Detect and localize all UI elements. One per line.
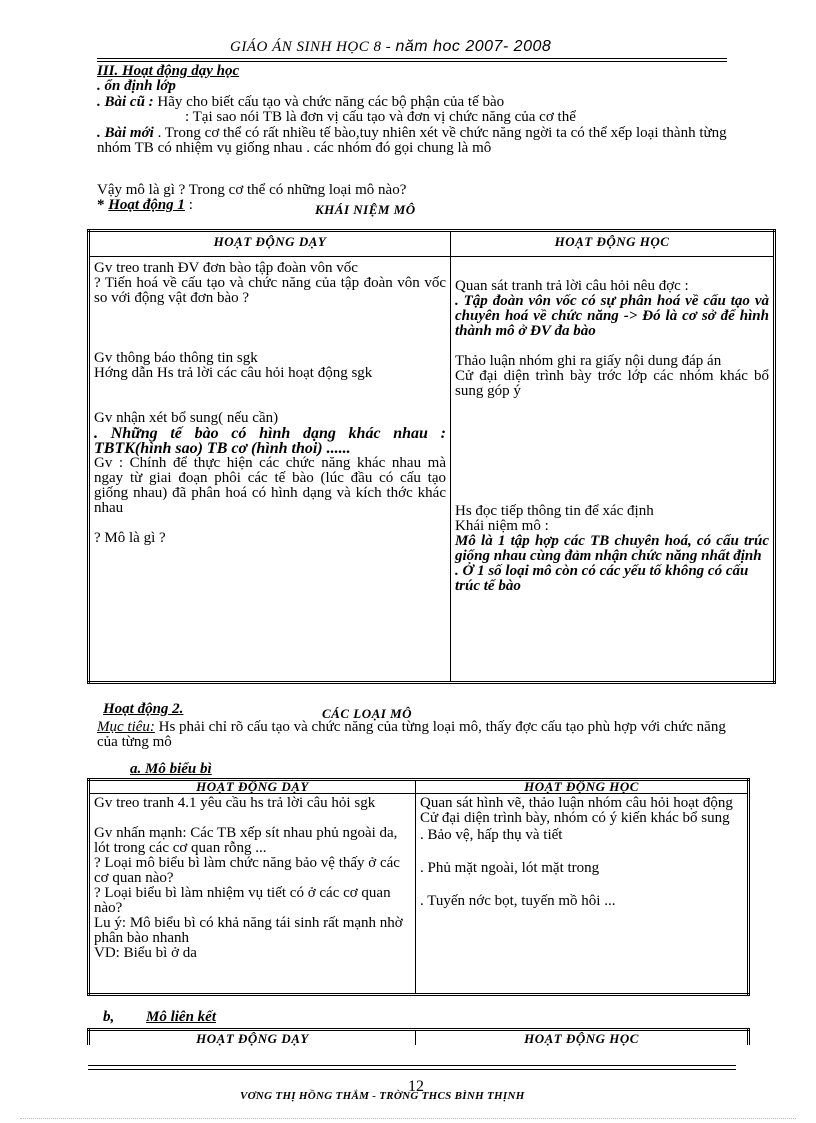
teacher-cell [89,794,416,995]
t2-text: ? Tiến hoá về cấu tạo và chức năng của tập đoàn vôn vốc so với động vật đơn bào ? [94,275,446,306]
s7-text: Mô là 1 tập hợp các TB chuyên hoá, có cấu trúc giống nhau cùng đảm nhận chức năng nhất định [455,533,769,564]
footer-text: VƠNG THỊ HỒNG THẮM - TRỜNG THCS BÌNH THỊNH [240,1090,525,1102]
intro-question: Vậy mô là gì ? Trong cơ thể có những loại mô nào? [97,182,407,198]
bai-cu-label: . Bài cũ : [97,94,154,110]
s1-text: Quan sát tranh trả lời câu hỏi nêu đợc : [455,278,689,294]
bai-cu-question-2: : Tại sao nói TB là đơn vị cấu tạo và đơn vị chức năng của cơ thể [185,109,576,125]
activity1-label: Hoạt động 1 [108,197,185,213]
activity1-colon: : [184,197,193,213]
bai-cu-question-1: Hãy cho biết cấu tạo và chức năng các bộ phận của tế bào [157,94,505,110]
sub-heading-b: Mô liên kết [146,1009,216,1025]
spacer [94,306,446,351]
table-row [89,257,775,683]
activity2-table [87,778,750,996]
s5-text: . Tuyến nớc bọt, tuyến mồ hôi ... [420,893,616,909]
t4-text: ? Loại biểu bì làm nhiệm vụ tiết có ở các cơ quan nào? [94,885,391,916]
header-rule [97,58,727,59]
table-header-row [89,231,775,257]
t2-text: Gv nhấn mạnh: Các TB xếp sít nhau phủ ngoài da, lót trong các cơ quan rỗng ... [94,825,398,856]
page-bottom-dots [20,1118,796,1119]
header-rule-2 [97,61,727,62]
spacer [455,339,769,354]
s4-text: . Phủ mặt ngoài, lót mặt trong [420,860,600,876]
bai-cu-line [97,95,504,110]
t7-text: Gv : Chính để thực hiện các chức năng khác nhau mà ngay từ giai đoạn phôi các tế bào (lúc đầu có cấu tạo giống nhau) đã phân hoá có hình dạng và kích thớc khác nhau [94,455,446,516]
student-cell [416,794,749,995]
t1-text: Gv treo tranh ĐV đơn bào tập đoàn vôn vốc [94,260,358,276]
goal-label: Mục tiêu: [97,719,155,735]
t6-text: VD: Biểu bì ở da [94,945,197,961]
t5-text: Lu ý: Mô biểu bì có khả năng tái sinh rất mạnh nhờ phân bào nhanh [94,915,403,946]
section-heading: III. Hoạt động dạy học [97,63,240,79]
s2-text: . Tập đoàn vôn vốc có sự phân hoá về cấu tạo và chuyên hoá về chức năng -> Đó là cơ sở để hình thành mô ở ĐV đa bào [455,293,769,339]
t8-text: ? Mô là gì ? [94,530,166,546]
activity1-heading [97,198,193,213]
s5-text: Hs đọc tiếp thông tin để xác định [455,503,654,519]
activity1-title: KHÁI NIỆM MÔ [315,202,416,217]
sub-heading-b-letter: b, [103,1009,115,1025]
page-number: 12 [408,1078,424,1095]
bai-moi-text: . Trong cơ thể có rất nhiều tế bào,tuy nhiên xét về chức năng ngời ta có thể xếp loại thành từng nhóm TB có nhiệm vụ giống nhau . các nhóm đó gọi chung là mô [97,125,727,156]
s8-text: . Ở 1 số loại mô còn có các yếu tố không có cấu trúc tế bào [455,563,749,594]
activity1-star: * [97,197,109,213]
t5-text: Gv nhận xét bổ sung( nếu cần) [94,410,279,426]
bai-moi-paragraph [97,126,733,156]
footer-rule [88,1065,736,1066]
on-dinh-lop: . ổn định lớp [97,78,176,94]
col-student-header: HOẠT ĐỘNG HỌC [451,231,775,257]
goal-text: Hs phải chỉ rõ cấu tạo và chức năng của từng loại mô, thấy đợc cấu tạo phù hợp với chức năng của từng mô [97,719,726,750]
sub-heading-a: a. Mô biểu bì [130,761,212,777]
activity2b-table [87,1028,750,1045]
t4-text: Hớng dẫn Hs trả lời các câu hỏi hoạt động sgk [94,365,373,381]
s4-text: Cử đại diện trình bày trớc lớp các nhóm khác bổ sung góp ý [455,368,769,399]
s3-text: . Bảo vệ, hấp thụ và tiết [420,827,563,843]
header-year: năm hoc 2007- 2008 [395,38,552,55]
t6-text: . Những tế bào có hình dạng khác nhau : TBTK(hình sao) TB cơ (hình thoi) ...... [94,425,446,457]
spacer [94,811,411,826]
table-row [89,794,749,995]
activity2-label: Hoạt động 2. [103,701,184,717]
activity1-table [87,229,776,684]
col-teacher-header: HOẠT ĐỘNG DẠY [89,231,451,257]
s3-text: Thảo luận nhóm ghi ra giấy nội dung đáp án [455,353,722,369]
activity2-title: CÁC LOẠI MÔ [322,706,413,721]
spacer [94,516,446,531]
col-teacher-header: HOẠT ĐỘNG DẠY [89,1030,416,1046]
t3-text: Gv thông báo thông tin sgk [94,350,258,366]
spacer [455,399,769,504]
header-title: GIÁO ÁN SINH HỌC 8 - [230,39,396,55]
footer-rule-2 [88,1069,736,1070]
spacer [94,381,446,411]
table-header-row [89,1030,749,1046]
s2-text: Cử đại diện trình bày, nhóm có ý kiến khác bổ sung [420,810,730,826]
table-header-row [89,780,749,794]
bai-moi-label: . Bài mới [97,125,154,141]
col-student-header: HOẠT ĐỘNG HỌC [524,1031,639,1046]
student-cell [451,257,775,683]
col-student-header: HOẠT ĐỘNG HỌC [416,780,749,794]
teacher-cell [89,257,451,683]
s1-text: Quan sát hình vẽ, thảo luận nhóm câu hỏi hoạt động [420,795,733,811]
page-header [230,38,551,56]
activity2-goal [97,720,733,750]
col-teacher-header: HOẠT ĐỘNG DẠY [89,780,416,794]
t3-text: ? Loại mô biểu bì làm chức năng bảo vệ thấy ở các cơ quan nào? [94,855,400,886]
t1-text: Gv treo tranh 4.1 yêu cầu hs trả lời câu hỏi sgk [94,795,376,811]
s6-text: Khái niệm mô : [455,518,549,534]
